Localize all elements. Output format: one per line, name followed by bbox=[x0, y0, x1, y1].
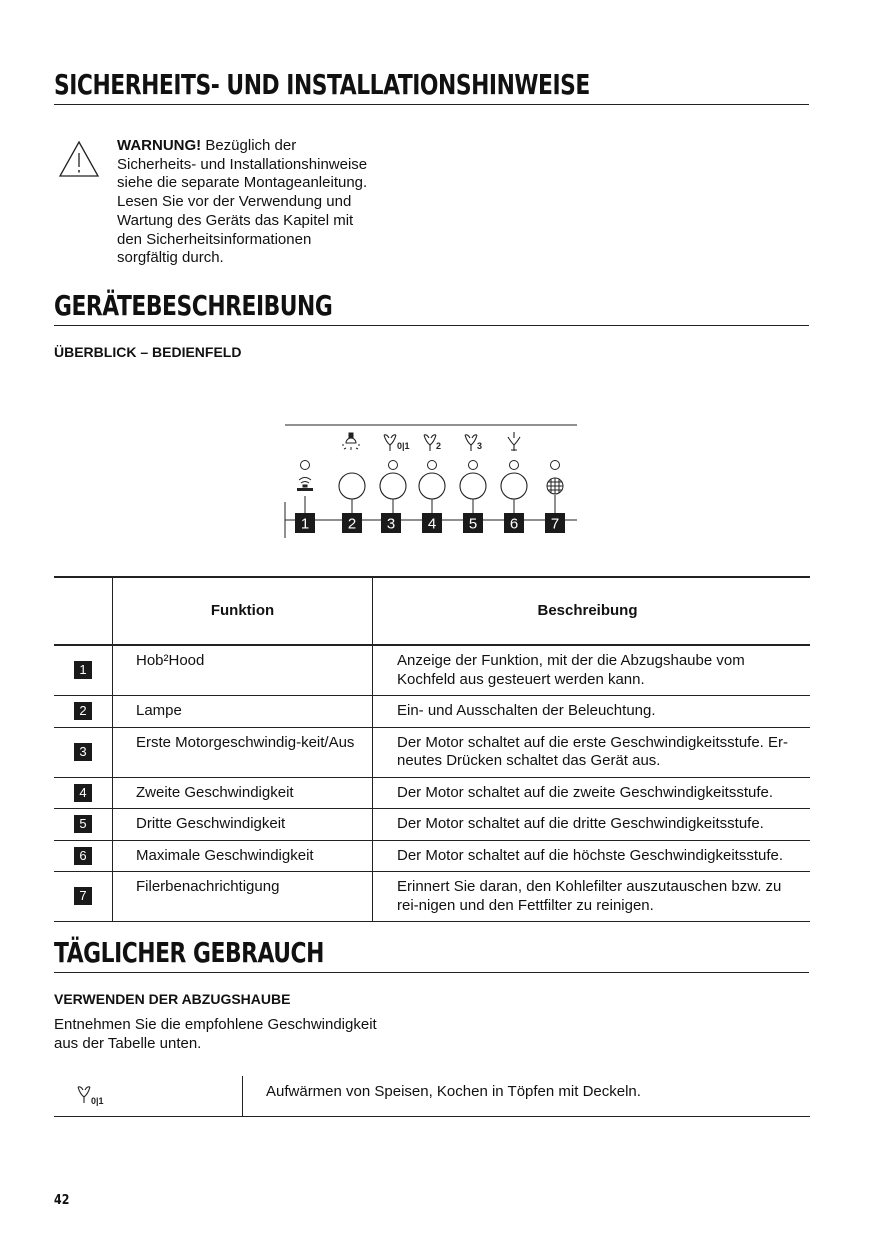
number-badge-5 bbox=[463, 513, 483, 533]
intro-line: Entnehmen Sie die empfohlene Geschwindigkeit bbox=[54, 1016, 377, 1033]
row-function: Zweite Geschwindigkeit bbox=[113, 777, 373, 809]
section-title-safety: SICHERHEITS- UND INSTALLATIONSHINWEISE bbox=[54, 68, 590, 101]
speed-3-button[interactable] bbox=[460, 473, 486, 499]
hob2hood-icon bbox=[297, 478, 313, 492]
row-number-badge: 4 bbox=[74, 784, 92, 802]
row-function: Hob²Hood bbox=[113, 645, 373, 696]
row-number-badge: 3 bbox=[74, 743, 92, 761]
row-number-badge: 1 bbox=[74, 661, 92, 679]
number-badge-1 bbox=[295, 513, 315, 533]
usage-description: Aufwärmen von Speisen, Kochen in Töpfen mit Deckeln. bbox=[266, 1083, 641, 1100]
control-panel-diagram bbox=[280, 418, 580, 538]
row-number-badge: 5 bbox=[74, 815, 92, 833]
indicator-led-3 bbox=[389, 461, 398, 470]
indicator-led-5 bbox=[469, 461, 478, 470]
table-row bbox=[54, 809, 810, 841]
row-description: Anzeige der Funktion, mit der die Abzugshaube vom Kochfeld aus gesteuert werden kann. bbox=[373, 645, 811, 696]
fan-speed-1-icon bbox=[384, 435, 396, 451]
number-badge-label: 6 bbox=[509, 515, 519, 533]
warning-line: Wartung des Geräts das Kapitel mit bbox=[117, 211, 354, 229]
section-title-description: GERÄTEBESCHREIBUNG bbox=[54, 289, 333, 322]
speed-label-1: 0|1 bbox=[397, 441, 410, 451]
usage-table bbox=[54, 1076, 810, 1117]
table-row bbox=[54, 727, 810, 777]
column-header-number bbox=[54, 577, 113, 645]
number-badge-label: 5 bbox=[468, 515, 478, 533]
fan-speed-1-icon bbox=[76, 1084, 116, 1108]
number-badge-4 bbox=[422, 513, 442, 533]
row-description: Der Motor schaltet auf die zweite Geschwindigkeitsstufe. bbox=[373, 777, 811, 809]
section-rule bbox=[54, 104, 809, 105]
row-description: Ein- und Ausschalten der Beleuchtung. bbox=[373, 696, 811, 728]
table-row bbox=[54, 696, 810, 728]
indicator-led-4 bbox=[428, 461, 437, 470]
row-number-badge: 7 bbox=[74, 887, 92, 905]
row-description: Der Motor schaltet auf die dritte Geschwindigkeitsstufe. bbox=[373, 809, 811, 841]
lamp-button[interactable] bbox=[339, 473, 365, 499]
speed-label-2: 2 bbox=[436, 441, 442, 451]
indicator-led-1 bbox=[301, 461, 310, 470]
intro-line: aus der Tabelle unten. bbox=[54, 1034, 202, 1052]
fan-max-icon bbox=[508, 432, 520, 451]
table-row bbox=[54, 777, 810, 809]
indicator-led-7 bbox=[551, 461, 560, 470]
speed-label-3: 3 bbox=[477, 441, 483, 451]
number-badge-6 bbox=[504, 513, 524, 533]
warning-line: Bezüglich der bbox=[205, 137, 297, 154]
row-description: Der Motor schaltet auf die höchste Geschwindigkeitsstufe. bbox=[373, 840, 811, 872]
table-row bbox=[54, 840, 810, 872]
indicator-led-6 bbox=[510, 461, 519, 470]
number-badge-label: 2 bbox=[347, 515, 357, 533]
table-row bbox=[54, 645, 810, 696]
speed-max-button[interactable] bbox=[501, 473, 527, 499]
number-badge-2 bbox=[342, 513, 362, 533]
section-title-daily-use: TÄGLICHER GEBRAUCH bbox=[54, 936, 324, 969]
row-function: Lampe bbox=[113, 696, 373, 728]
warning-text bbox=[117, 137, 417, 268]
warning-line: Lesen Sie vor der Verwendung und bbox=[117, 193, 352, 211]
column-header-description: Beschreibung bbox=[373, 577, 811, 645]
section-rule bbox=[54, 972, 809, 973]
usage-divider bbox=[242, 1076, 243, 1116]
warning-line: sorgfältig durch. bbox=[117, 249, 224, 267]
row-number-badge: 2 bbox=[74, 702, 92, 720]
function-table bbox=[54, 576, 810, 922]
warning-label: WARNUNG! bbox=[117, 137, 202, 154]
filter-icon bbox=[547, 478, 563, 494]
intro-text bbox=[54, 1016, 474, 1053]
row-description: Erinnert Sie daran, den Kohlefilter auszutauschen bzw. zu rei-nigen und den Fettfilter zu reinigen. bbox=[373, 872, 811, 922]
subtitle-using-hood: VERWENDEN DER ABZUGSHAUBE bbox=[54, 991, 291, 1007]
lamp-icon bbox=[342, 433, 360, 450]
table-row bbox=[54, 872, 810, 922]
speed-1-button[interactable] bbox=[380, 473, 406, 499]
speed-2-button[interactable] bbox=[419, 473, 445, 499]
warning-line: den Sicherheitsinformationen bbox=[117, 230, 312, 248]
row-function: Erste Motorgeschwindig-keit/Aus bbox=[113, 727, 373, 777]
number-badge-label: 7 bbox=[550, 515, 560, 533]
number-badge-label: 4 bbox=[427, 515, 437, 533]
control-panel-svg bbox=[280, 418, 580, 538]
column-header-function: Funktion bbox=[113, 577, 373, 645]
leader-lines bbox=[305, 495, 555, 513]
table-header-row bbox=[54, 577, 810, 645]
row-number-badge: 6 bbox=[74, 847, 92, 865]
warning-line: Sicherheits- und Installationshinweise bbox=[117, 155, 368, 173]
warning-icon bbox=[58, 140, 100, 178]
row-description: Der Motor schaltet auf die erste Geschwindigkeitsstufe. Er-neutes Drücken schaltet das Gerät aus. bbox=[373, 727, 811, 777]
page-number: 42 bbox=[54, 1193, 70, 1208]
fan-speed-3-icon bbox=[465, 435, 477, 451]
row-function: Dritte Geschwindigkeit bbox=[113, 809, 373, 841]
usage-speed-label: 0|1 bbox=[91, 1096, 104, 1106]
number-badge-label: 3 bbox=[386, 515, 396, 533]
warning-line: siehe die separate Montageanleitung. bbox=[117, 174, 368, 192]
number-badge-3 bbox=[381, 513, 401, 533]
subtitle-panel-overview: ÜBERBLICK – BEDIENFELD bbox=[54, 344, 242, 360]
fan-speed-2-icon bbox=[424, 435, 436, 451]
number-badge-label: 1 bbox=[300, 515, 310, 533]
row-function: Maximale Geschwindigkeit bbox=[113, 840, 373, 872]
number-badge-7 bbox=[545, 513, 565, 533]
section-rule bbox=[54, 325, 809, 326]
row-function: Filerbenachrichtigung bbox=[113, 872, 373, 922]
